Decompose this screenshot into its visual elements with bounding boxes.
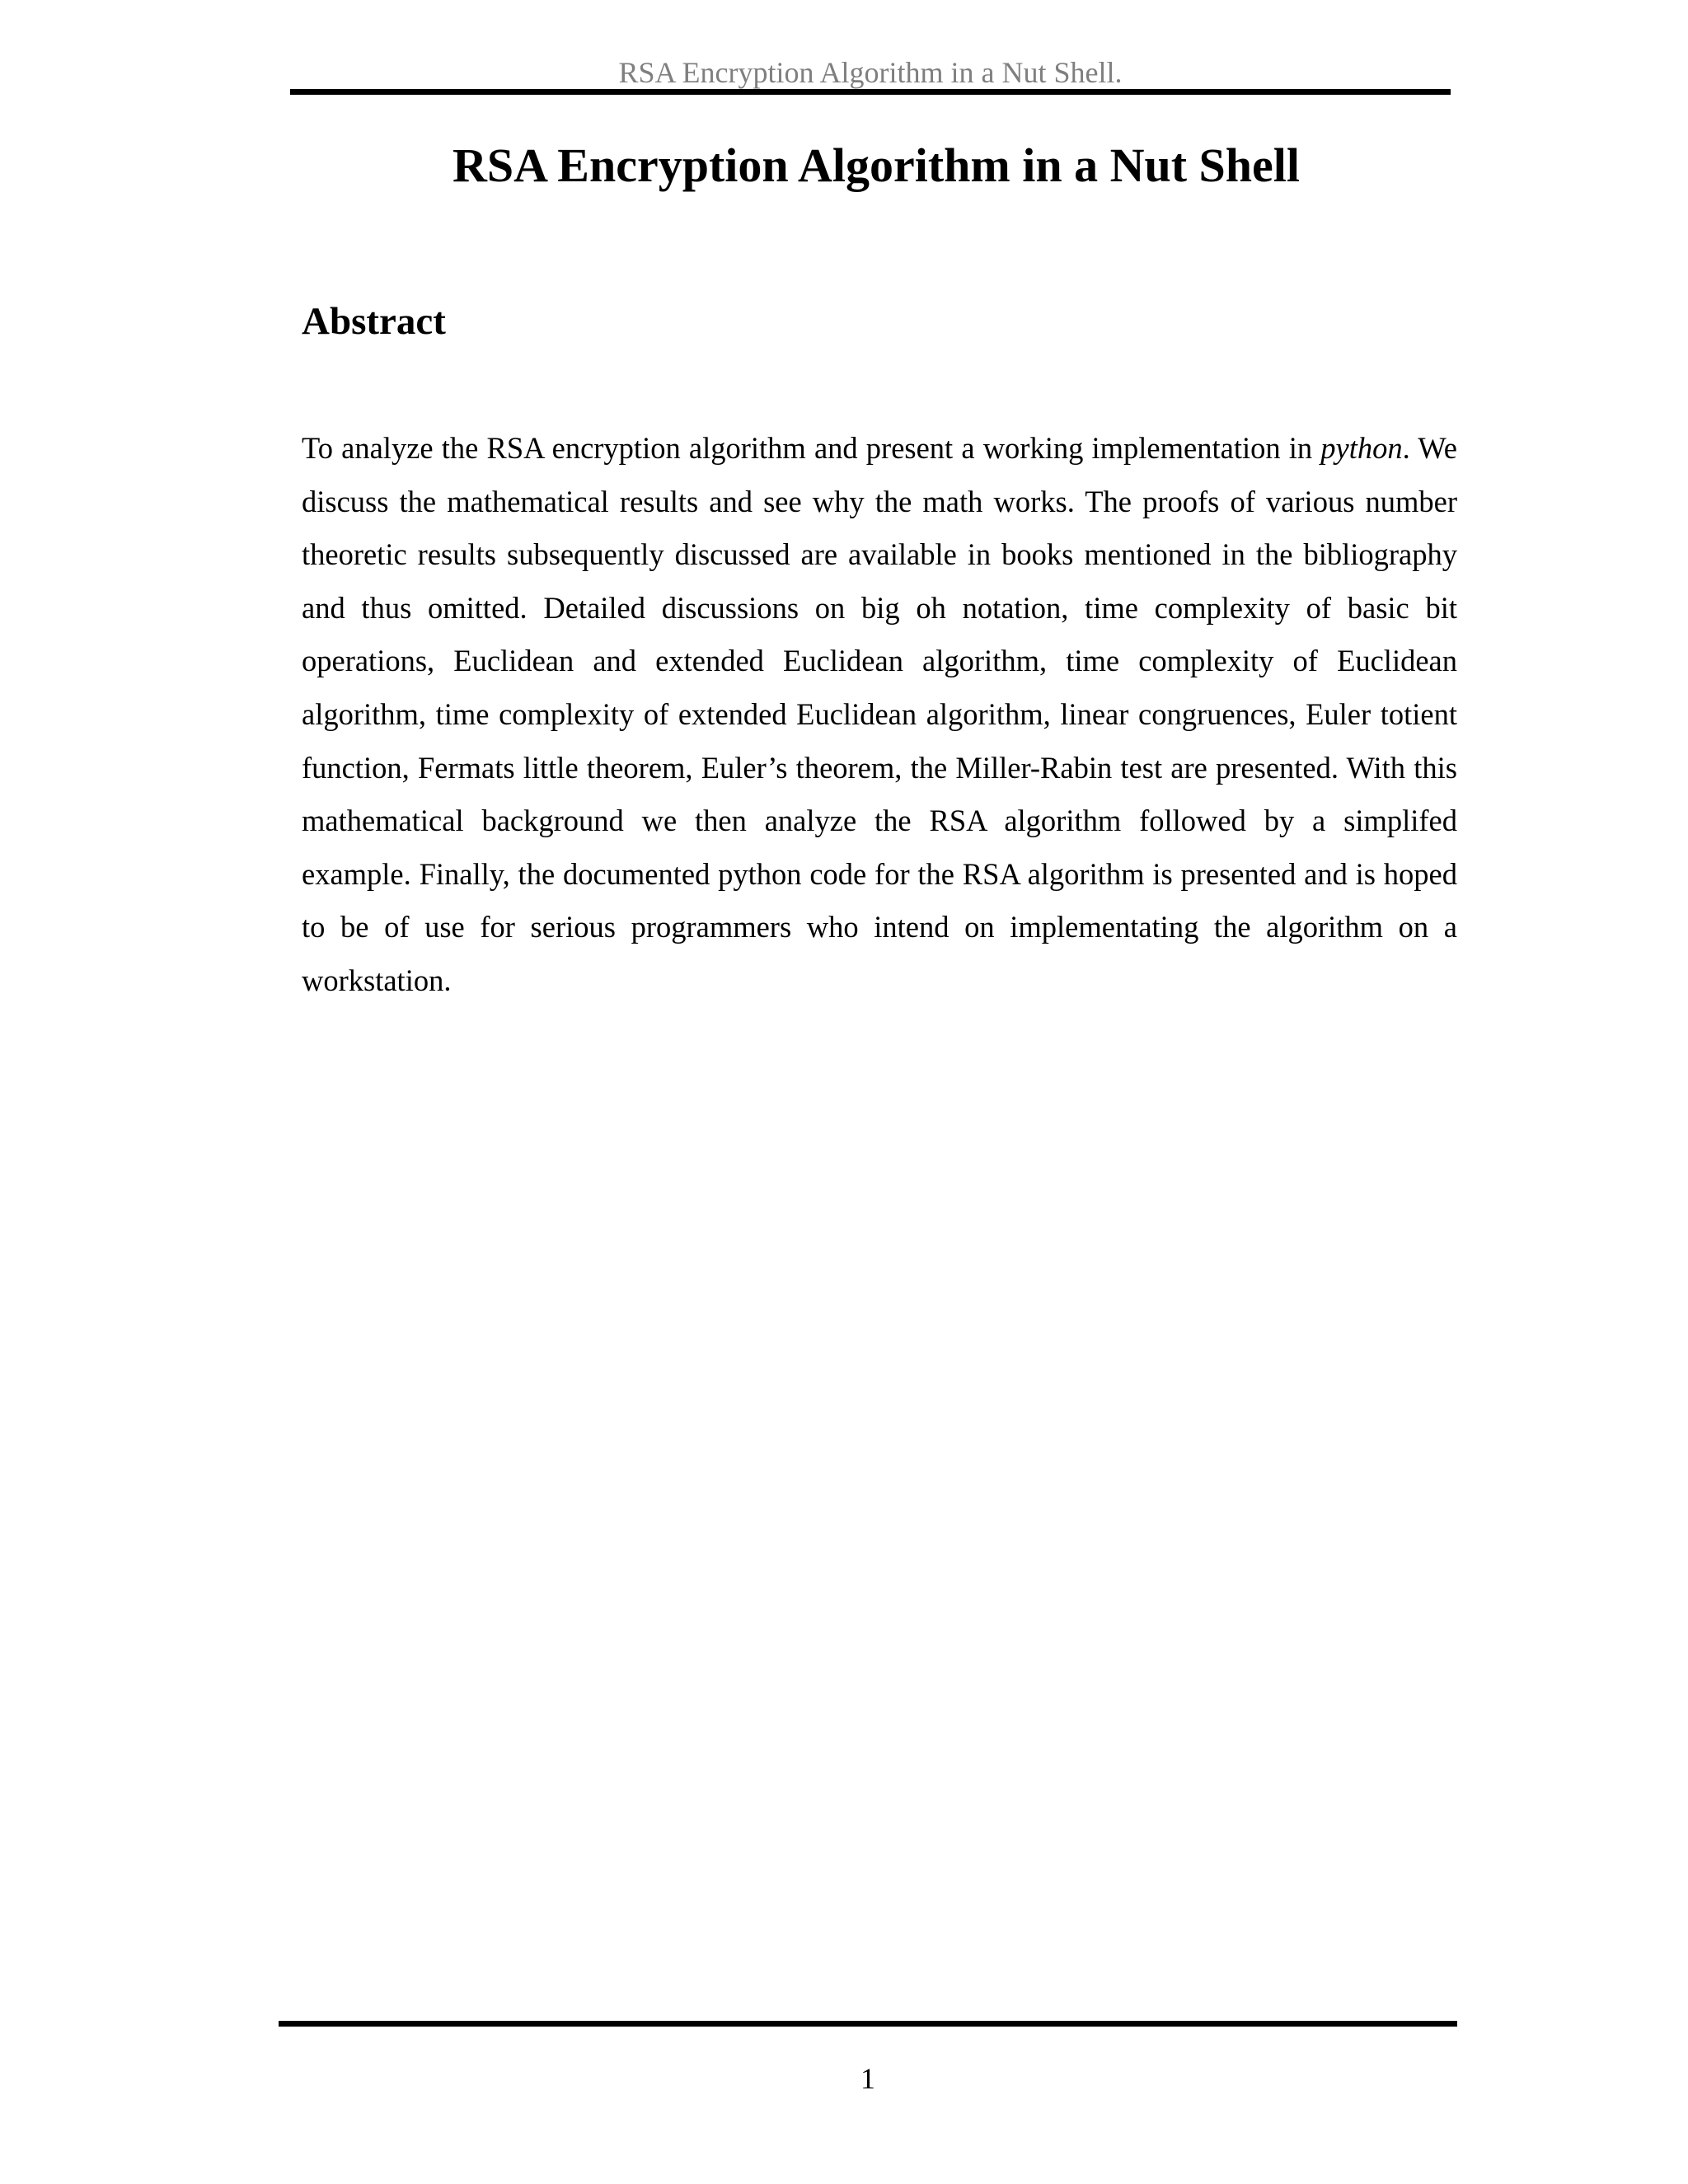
page-number: 1: [860, 2062, 875, 2095]
footer-rule: [279, 2021, 1457, 2027]
abstract-text-part-1: To analyze the RSA encryption algorithm and present a working implementation in: [302, 431, 1321, 465]
abstract-emphasis-python: python: [1320, 431, 1403, 465]
abstract-heading: Abstract: [302, 300, 446, 343]
header-rule: [290, 89, 1451, 95]
document-title: RSA Encryption Algorithm in a Nut Shell: [452, 138, 1301, 192]
running-header: RSA Encryption Algorithm in a Nut Shell.: [618, 56, 1123, 89]
abstract-text-part-2: . We discuss the mathematical results and see why the math works. The proofs of various number theoretic results subsequently discussed are available in books mentioned in the bibliography and thus omitted. Detailed discussions on big oh notation, time complexity of basic bit operations, Euclidean and extended Euclidean algorithm, time complexity of Euclidean algorithm, time complexity of extended Euclidean algorithm, linear congruences, Euler totient function, Fermats little theorem, Euler’s theorem, the Miller-Rabin test are presented. With this mathematical background we then analyze the RSA algorithm followed by a simplifed example. Finally, the documented python code for the RSA algorithm is presented and is hoped to be of use for serious programmers who intend on implementating the algorithm on a workstation.: [302, 431, 1457, 997]
abstract-paragraph: [302, 422, 1457, 1008]
